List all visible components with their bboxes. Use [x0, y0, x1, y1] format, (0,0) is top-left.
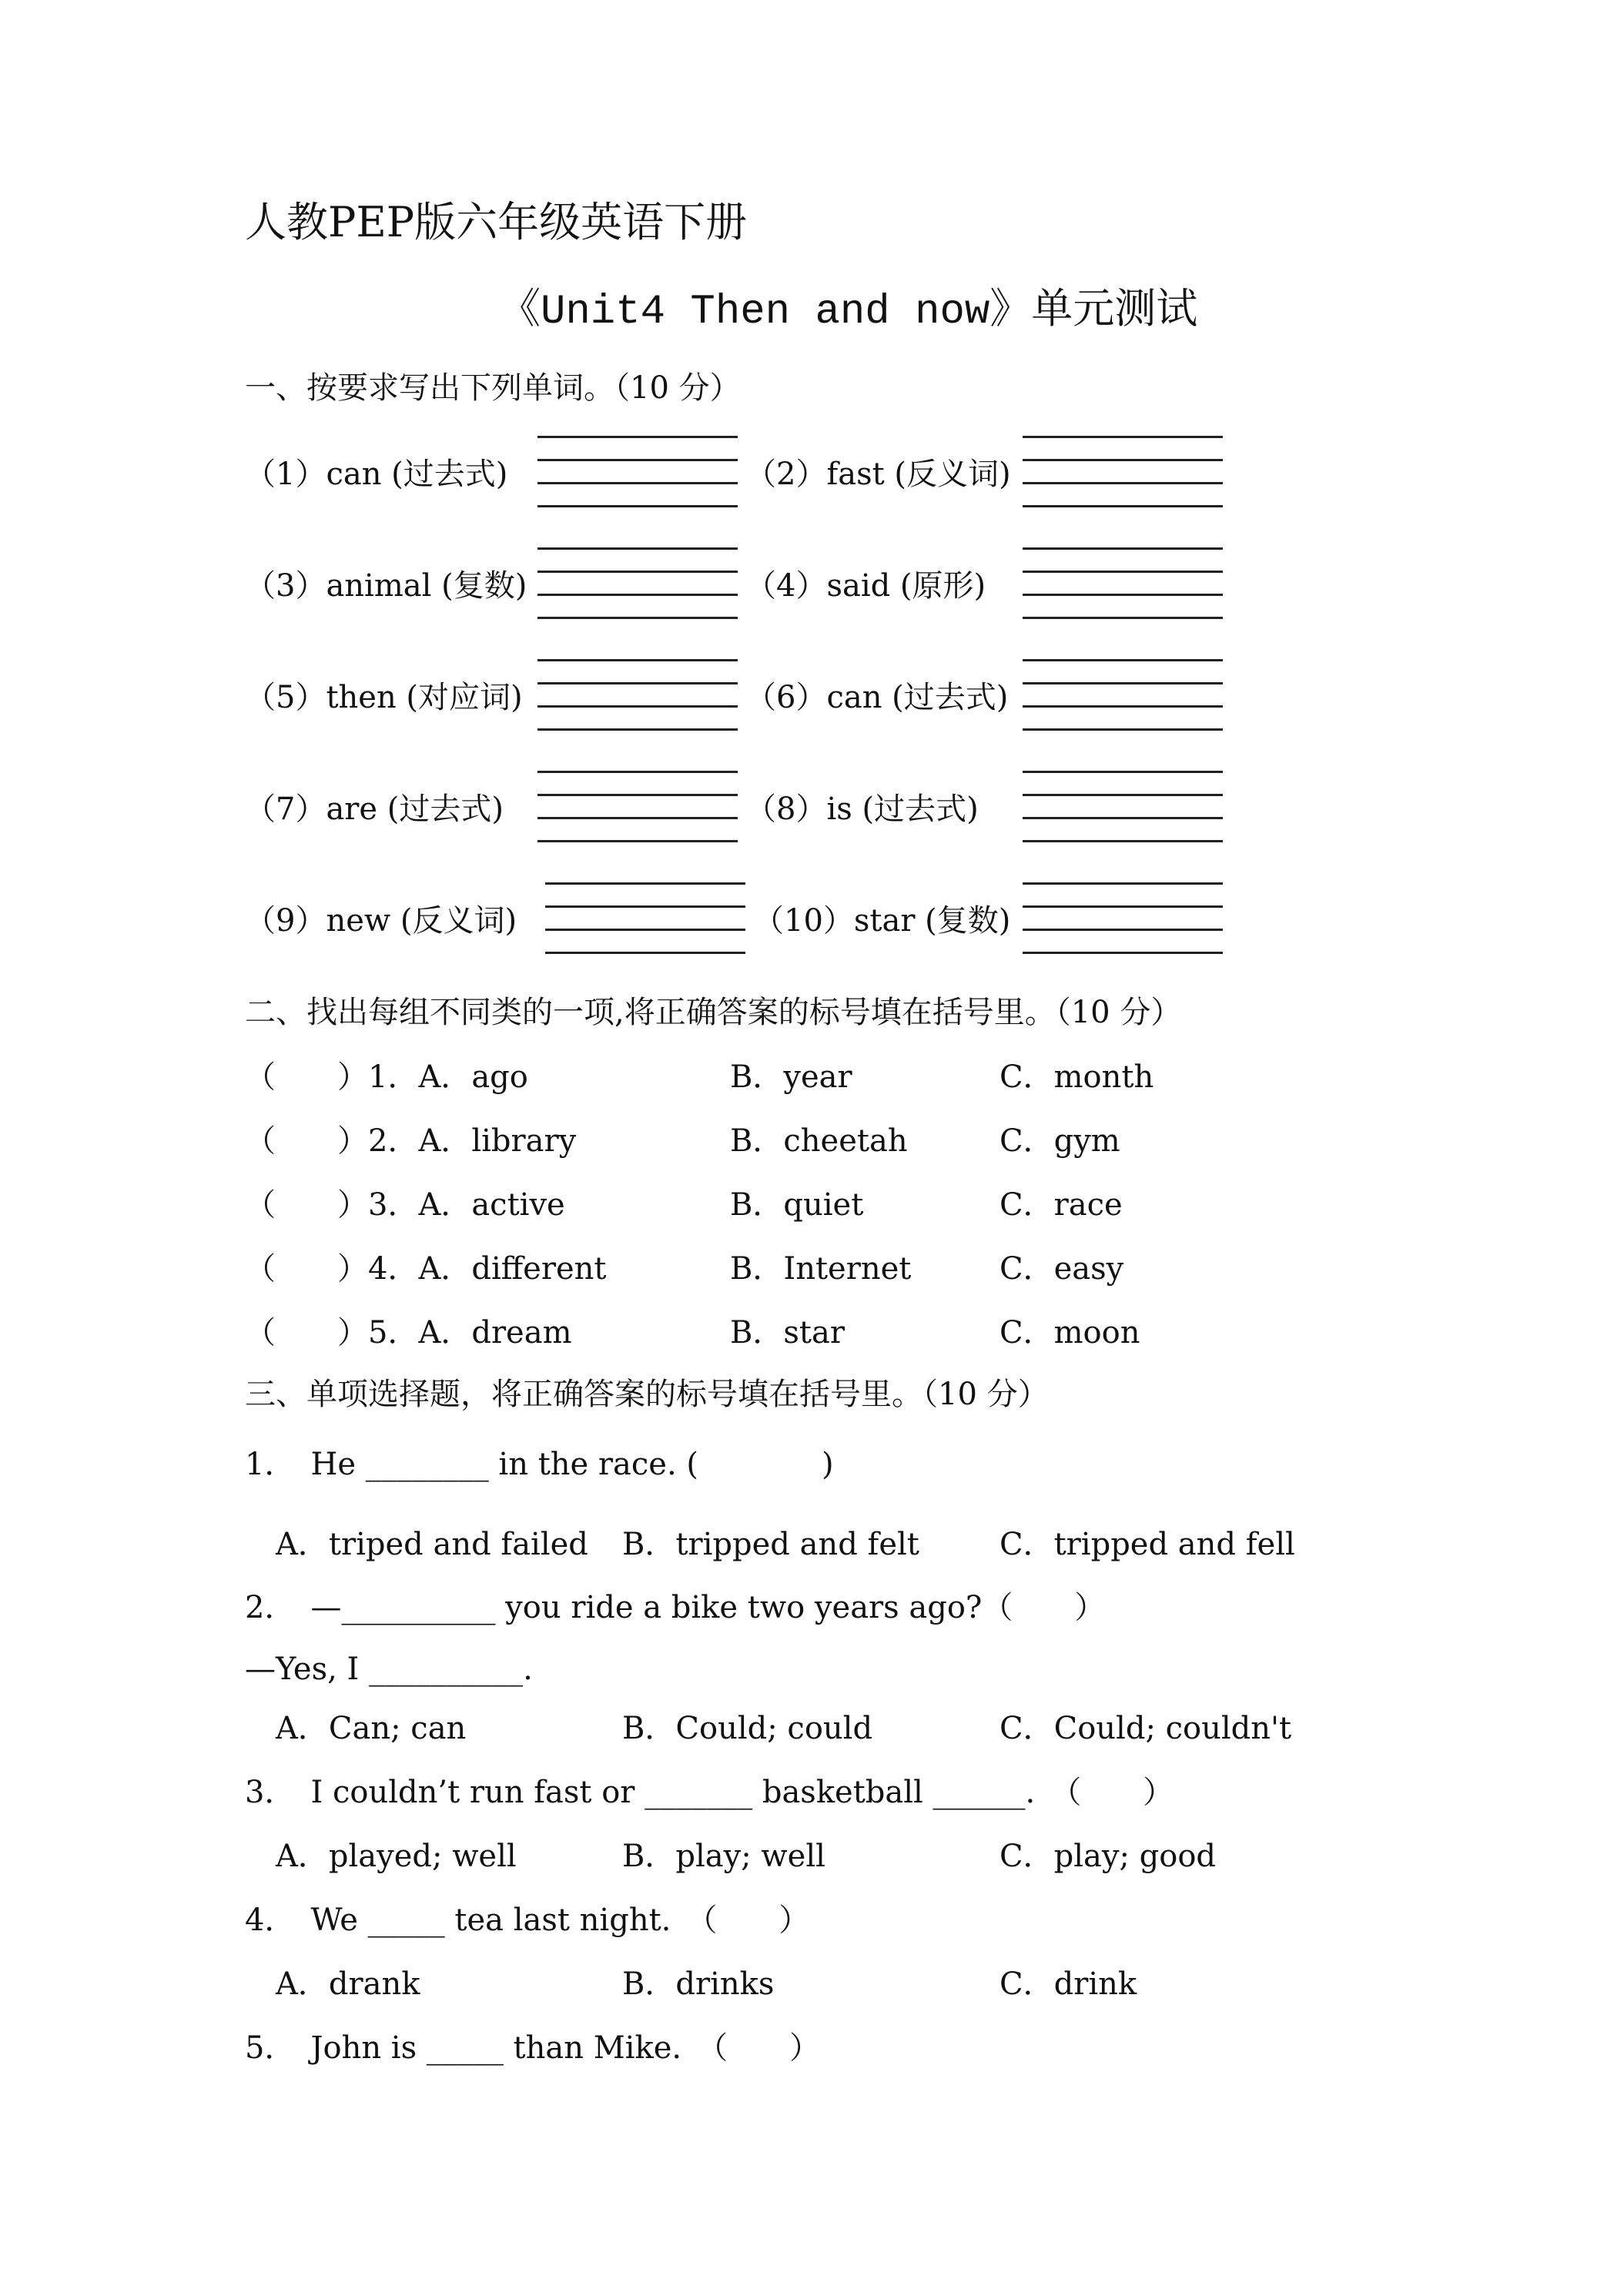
option-b: B．year [730, 1059, 852, 1095]
unit-title-open-bracket: 《 [499, 284, 541, 333]
answer-line[interactable] [545, 929, 745, 931]
answer-line[interactable] [537, 482, 738, 484]
answer-line[interactable] [1023, 659, 1223, 661]
section3-heading: 三、单项选择题，将正确答案的标号填在括号里。（10 分） [245, 1377, 1049, 1412]
answer-line[interactable] [537, 571, 738, 573]
unit-title [499, 284, 1198, 336]
answer-line[interactable] [1023, 905, 1223, 908]
mcq-3-option-a: A．played; well [276, 1839, 517, 1874]
option-b: B．cheetah [730, 1123, 908, 1159]
mcq-1-stem: 1． He ________ in the race. ( ) [245, 1447, 834, 1482]
answer-line[interactable] [1023, 505, 1223, 507]
answer-line[interactable] [537, 459, 738, 461]
answer-line[interactable] [1023, 929, 1223, 931]
option-c: C．moon [1000, 1315, 1140, 1350]
mcq-2-option-b: B．Could; could [622, 1711, 873, 1746]
odd-one-out-q5: （ ）5．A．dream [245, 1315, 572, 1350]
mcq-1-option-a: A．triped and failed [276, 1527, 588, 1562]
mcq-3-option-b: B．play; well [622, 1839, 825, 1874]
mcq-2-stem: 2． —__________ you ride a bike two years ago?（ ） [245, 1590, 1106, 1625]
odd-one-out-q4: （ ）4．A．different [245, 1251, 607, 1287]
answer-line[interactable] [537, 728, 738, 731]
mcq-2-stem-answer: —Yes, I __________. [245, 1652, 533, 1687]
answer-line[interactable] [537, 817, 738, 819]
mcq-2-option-c: C．Could; couldn't [1000, 1711, 1292, 1746]
answer-line[interactable] [537, 594, 738, 596]
unit-title-name: Unit4 Then and now [541, 289, 990, 336]
answer-line[interactable] [1023, 436, 1223, 438]
answer-line[interactable] [1023, 794, 1223, 796]
answer-line[interactable] [545, 882, 745, 885]
mcq-1-option-c: C．tripped and fell [1000, 1527, 1295, 1562]
mcq-4-option-a: A．drank [276, 1966, 420, 2002]
option-c: C．month [1000, 1059, 1154, 1095]
mcq-4-option-c: C．drink [1000, 1966, 1137, 2002]
answer-line[interactable] [545, 905, 745, 908]
answer-line[interactable] [1023, 817, 1223, 819]
word-item-10: （10）star (复数) [753, 903, 1011, 939]
answer-line[interactable] [537, 705, 738, 708]
section1-heading: 一、按要求写出下列单词。（10 分） [245, 370, 741, 406]
answer-line[interactable] [1023, 482, 1223, 484]
odd-one-out-q3: （ ）3．A．active [245, 1187, 565, 1223]
answer-line[interactable] [537, 659, 738, 661]
answer-line[interactable] [1023, 771, 1223, 773]
word-item-4: （4）said (原形) [745, 568, 986, 604]
option-c: C．race [1000, 1187, 1123, 1223]
word-item-5: （5）then (对应词) [245, 680, 523, 715]
answer-line[interactable] [537, 771, 738, 773]
answer-line[interactable] [537, 840, 738, 842]
answer-line[interactable] [1023, 840, 1223, 842]
mcq-4-stem: 4． We _____ tea last night. （ ） [245, 1903, 810, 1938]
odd-one-out-q1: （ ）1．A．ago [245, 1059, 528, 1095]
answer-line[interactable] [1023, 952, 1223, 954]
word-item-8: （8）is (过去式) [745, 792, 979, 827]
page-title: 人教PEP版六年级英语下册 [245, 198, 748, 246]
answer-line[interactable] [537, 505, 738, 507]
word-item-9: （9）new (反义词) [245, 903, 517, 939]
answer-line[interactable] [537, 794, 738, 796]
option-c: C．gym [1000, 1123, 1120, 1159]
answer-line[interactable] [537, 547, 738, 550]
answer-line[interactable] [1023, 594, 1223, 596]
mcq-5-stem: 5． John is _____ than Mike. （ ） [245, 2030, 821, 2066]
option-c: C．easy [1000, 1251, 1124, 1287]
odd-one-out-q2: （ ）2．A．library [245, 1123, 577, 1159]
word-item-7: （7）are (过去式) [245, 792, 504, 827]
word-item-3: （3）animal (复数) [245, 568, 527, 604]
answer-line[interactable] [1023, 705, 1223, 708]
mcq-2-option-a: A．Can; can [276, 1711, 467, 1746]
option-b: B．star [730, 1315, 845, 1350]
word-item-1: （1）can (过去式) [245, 457, 508, 492]
answer-line[interactable] [1023, 459, 1223, 461]
word-item-6: （6）can (过去式) [745, 680, 1009, 715]
mcq-3-stem: 3． I couldn’t run fast or _______ basketball ______. （ ） [245, 1775, 1174, 1810]
word-item-2: （2）fast (反义词) [745, 457, 1011, 492]
answer-line[interactable] [545, 952, 745, 954]
option-b: B．Internet [730, 1251, 912, 1287]
answer-line[interactable] [1023, 682, 1223, 684]
answer-line[interactable] [1023, 547, 1223, 550]
answer-line[interactable] [1023, 728, 1223, 731]
mcq-3-option-c: C．play; good [1000, 1839, 1217, 1874]
answer-line[interactable] [537, 682, 738, 684]
answer-line[interactable] [1023, 571, 1223, 573]
mcq-1-option-b: B．tripped and felt [622, 1527, 919, 1562]
answer-line[interactable] [1023, 882, 1223, 885]
unit-title-suffix: 》单元测试 [989, 284, 1198, 333]
mcq-4-option-b: B．drinks [622, 1966, 775, 2002]
answer-line[interactable] [537, 436, 738, 438]
option-b: B．quiet [730, 1187, 864, 1223]
section2-heading: 二、找出每组不同类的一项,将正确答案的标号填在括号里。（10 分） [245, 995, 1182, 1030]
answer-line[interactable] [1023, 617, 1223, 619]
answer-line[interactable] [537, 617, 738, 619]
